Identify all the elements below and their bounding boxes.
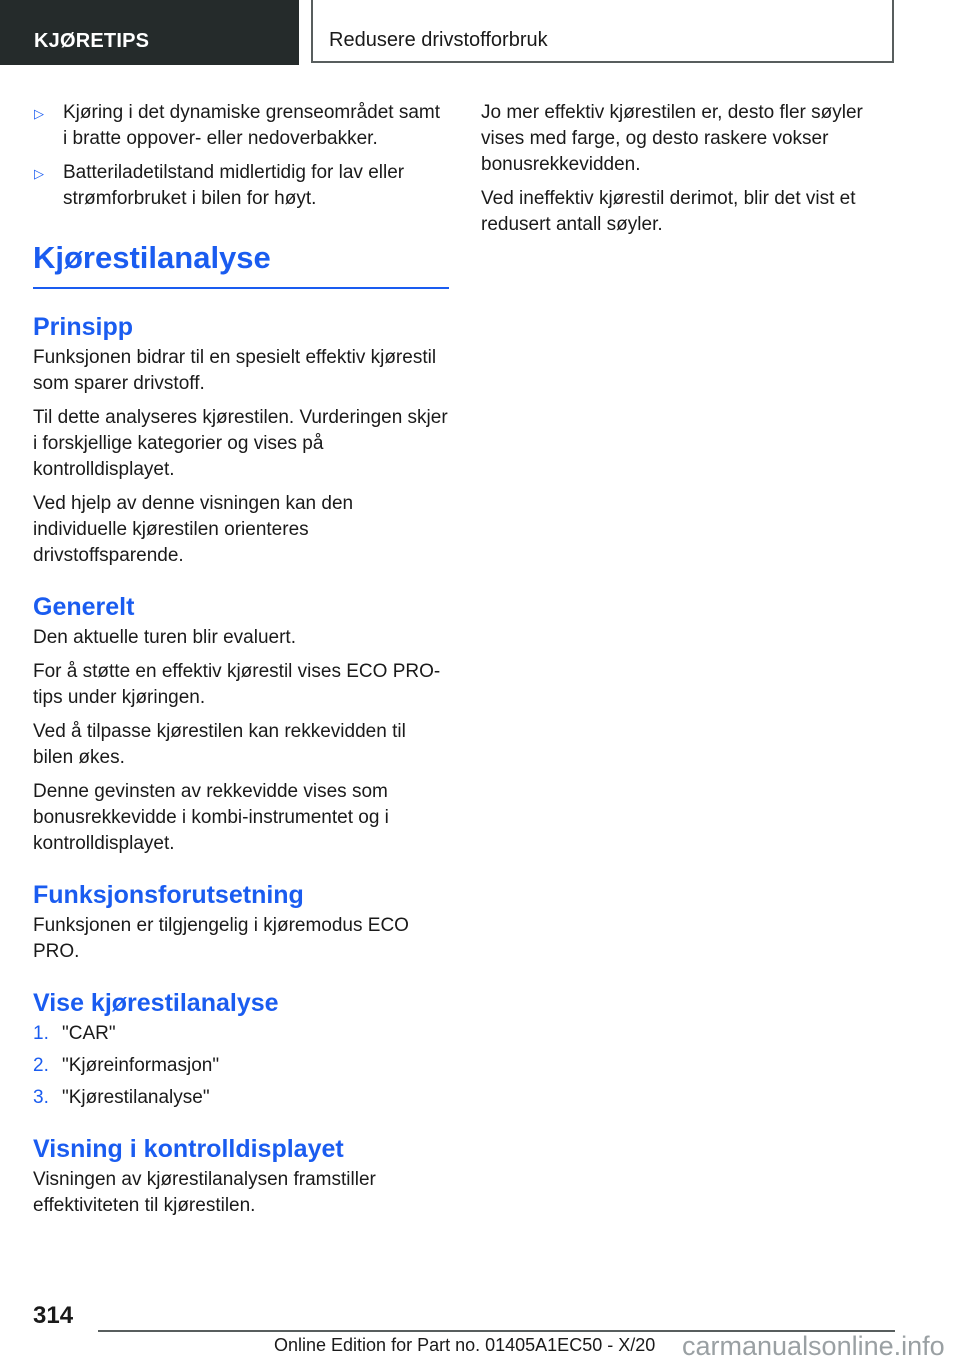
watermark: carmanualsonline.info <box>682 1331 945 1361</box>
step-number: 3. <box>33 1087 49 1108</box>
chapter-header <box>0 0 299 65</box>
page-title: Kjørestilanalyse <box>33 238 449 289</box>
step-item <box>33 1085 449 1111</box>
chapter-title: KJØRETIPS <box>34 30 150 52</box>
paragraph: Jo mer effektiv kjørestilen er, desto fler søyler vises med farge, og desto raskere vokser bonusrekkevidden. <box>481 102 863 175</box>
bullet-text: Kjøring i det dynamiske grenseområdet samt i bratte oppover- eller nedoverbakker. <box>63 102 440 149</box>
paragraph: Ved ineffektiv kjørestil derimot, blir det vist et redusert antall søyler. <box>481 188 856 235</box>
bullet-item <box>33 160 449 212</box>
paragraph: Visningen av kjørestilanalysen framstiller effektiviteten til kjørestilen. <box>33 1169 376 1216</box>
step-text: "Kjørestilanalyse" <box>62 1087 210 1108</box>
steps-list <box>33 1021 449 1111</box>
heading-prinsipp: Prinsipp <box>33 313 134 341</box>
heading-generelt: Generelt <box>33 593 135 621</box>
section-header <box>311 0 894 63</box>
heading-visning: Visning i kontrolldisplayet <box>33 1135 344 1163</box>
paragraph: Funksjonen er tilgjengelig i kjøremodus ECO PRO. <box>33 915 409 962</box>
step-item <box>33 1053 449 1079</box>
left-column <box>33 100 449 1227</box>
heading-funksjonsforutsetning: Funksjonsforutsetning <box>33 881 304 909</box>
right-column <box>481 100 897 246</box>
heading-vise-kjorestilanalyse: Vise kjørestilanalyse <box>33 989 279 1017</box>
section-title: Redusere drivstofforbruk <box>329 29 548 51</box>
step-number: 1. <box>33 1023 49 1044</box>
paragraph: Den aktuelle turen blir evaluert. <box>33 627 296 648</box>
bullet-text: Batteriladetilstand midlertidig for lav eller strømforbruket i bilen for høyt. <box>63 162 405 209</box>
step-text: "Kjøreinformasjon" <box>62 1055 220 1076</box>
step-text: "CAR" <box>62 1023 116 1044</box>
paragraph: Ved å tilpasse kjørestilen kan rekkevidden til bilen økes. <box>33 721 406 768</box>
page-number: 314 <box>33 1302 74 1329</box>
bullet-item <box>33 100 449 152</box>
paragraph: Denne gevinsten av rekkevidde vises som bonusrekkevidde i kombi-instrumentet og i kontrolldisplayet. <box>33 781 389 854</box>
paragraph: Ved hjelp av denne visningen kan den individuelle kjørestilen orienteres drivstoffsparende. <box>33 493 354 566</box>
step-number: 2. <box>33 1055 49 1076</box>
paragraph: Til dette analyseres kjørestilen. Vurderingen skjer i forskjellige kategorier og vises på kontrolldisplayet. <box>33 407 448 480</box>
paragraph: For å støtte en effektiv kjørestil vises ECO PRO-tips under kjøringen. <box>33 661 441 708</box>
triangle-right-icon: ▷ <box>34 166 44 181</box>
edition-text: Online Edition for Part no. 01405A1EC50 - X/20 <box>274 1335 656 1355</box>
step-item <box>33 1021 449 1047</box>
paragraph: Funksjonen bidrar til en spesielt effektiv kjørestil som sparer drivstoff. <box>33 347 437 394</box>
triangle-right-icon: ▷ <box>34 106 44 121</box>
